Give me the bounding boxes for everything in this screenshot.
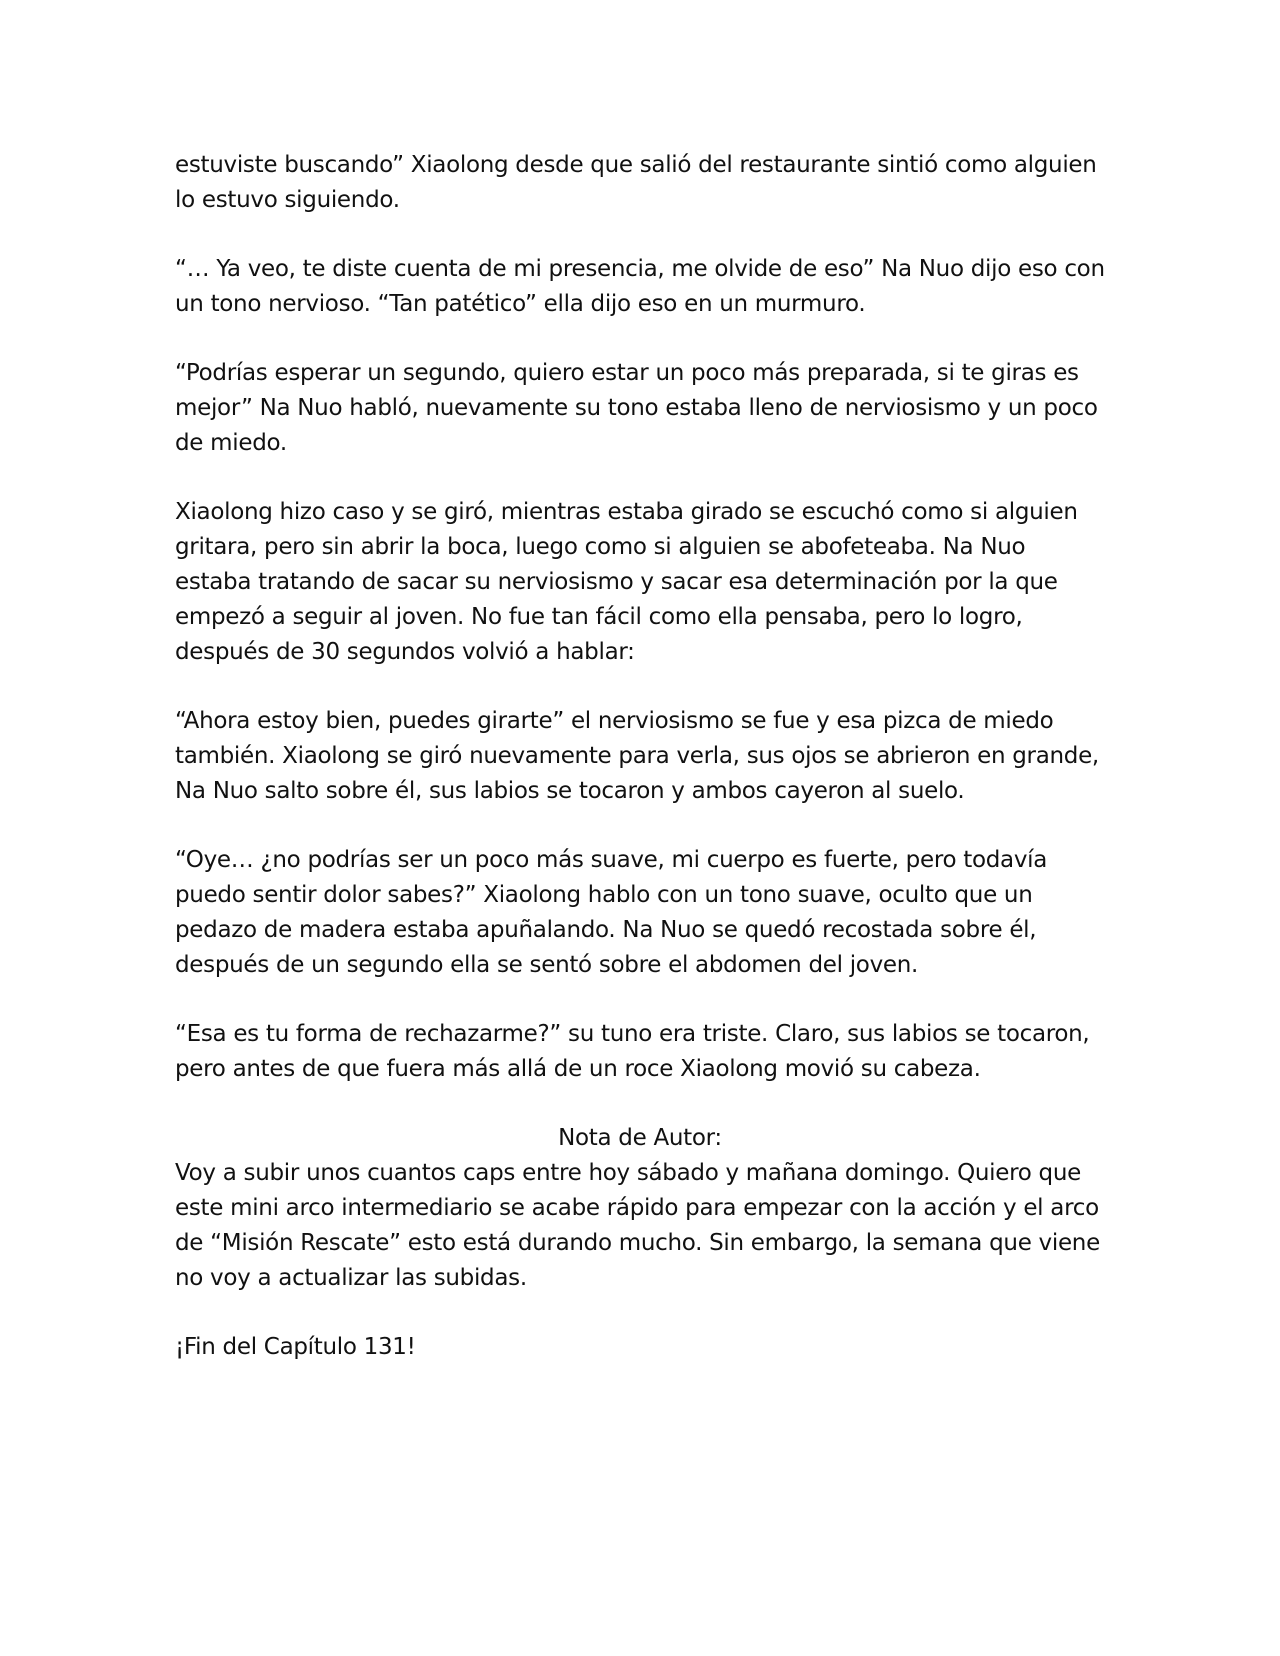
paragraph: “… Ya veo, te diste cuenta de mi presencia, me olvide de eso” Na Nuo dijo eso con un tono nervioso. “Tan patético” ella dijo eso en un murmuro.	[175, 256, 1105, 317]
paragraph: “Oye… ¿no podrías ser un poco más suave, mi cuerpo es fuerte, pero todavía puedo sentir dolor sabes?” Xiaolong hablo con un tono suave, oculto que un pedazo de madera estaba apuñalando. Na Nuo se quedó recostada sobre él, después de un segundo ella se sentó sobre el abdomen del joven.	[175, 847, 1048, 978]
paragraph: “Ahora estoy bien, puedes girarte” el nerviosismo se fue y esa pizca de miedo también. Xiaolong se giró nuevamente para verla, sus ojos se abrieron en grande, Na Nuo salto sobre él, sus labios se tocaron y ambos cayeron al suelo.	[175, 708, 1099, 804]
paragraph: “Esa es tu forma de rechazarme?” su tuno era triste. Claro, sus labios se tocaron, pero antes de que fuera más allá de un roce Xiaolong movió su cabeza.	[175, 1021, 1090, 1082]
paragraph: “Podrías esperar un segundo, quiero estar un poco más preparada, si te giras es mejor” Na Nuo habló, nuevamente su tono estaba lleno de nerviosismo y un poco de miedo.	[175, 360, 1098, 456]
paragraph: estuviste buscando” Xiaolong desde que salió del restaurante sintió como alguien lo estuvo siguiendo.	[175, 152, 1097, 213]
chapter-end-text: ¡Fin del Capítulo 131!	[175, 1334, 416, 1360]
document-body	[175, 148, 1105, 1399]
author-note-title: Nota de Autor:	[558, 1125, 722, 1151]
author-note-body: Voy a subir unos cuantos caps entre hoy sábado y mañana domingo. Quiero que este mini arco intermediario se acabe rápido para empezar con la acción y el arco de “Misión Rescate” esto está durando mucho. Sin embargo, la semana que viene no voy a actualizar las subidas.	[175, 1160, 1100, 1291]
paragraph: Xiaolong hizo caso y se giró, mientras estaba girado se escuchó como si alguien gritara, pero sin abrir la boca, luego como si alguien se abofeteaba. Na Nuo estaba tratando de sacar su nerviosismo y sacar esa determinación por la que empezó a seguir al joven. No fue tan fácil como ella pensaba, pero lo logro, después de 30 segundos volvió a hablar:	[175, 499, 1078, 665]
